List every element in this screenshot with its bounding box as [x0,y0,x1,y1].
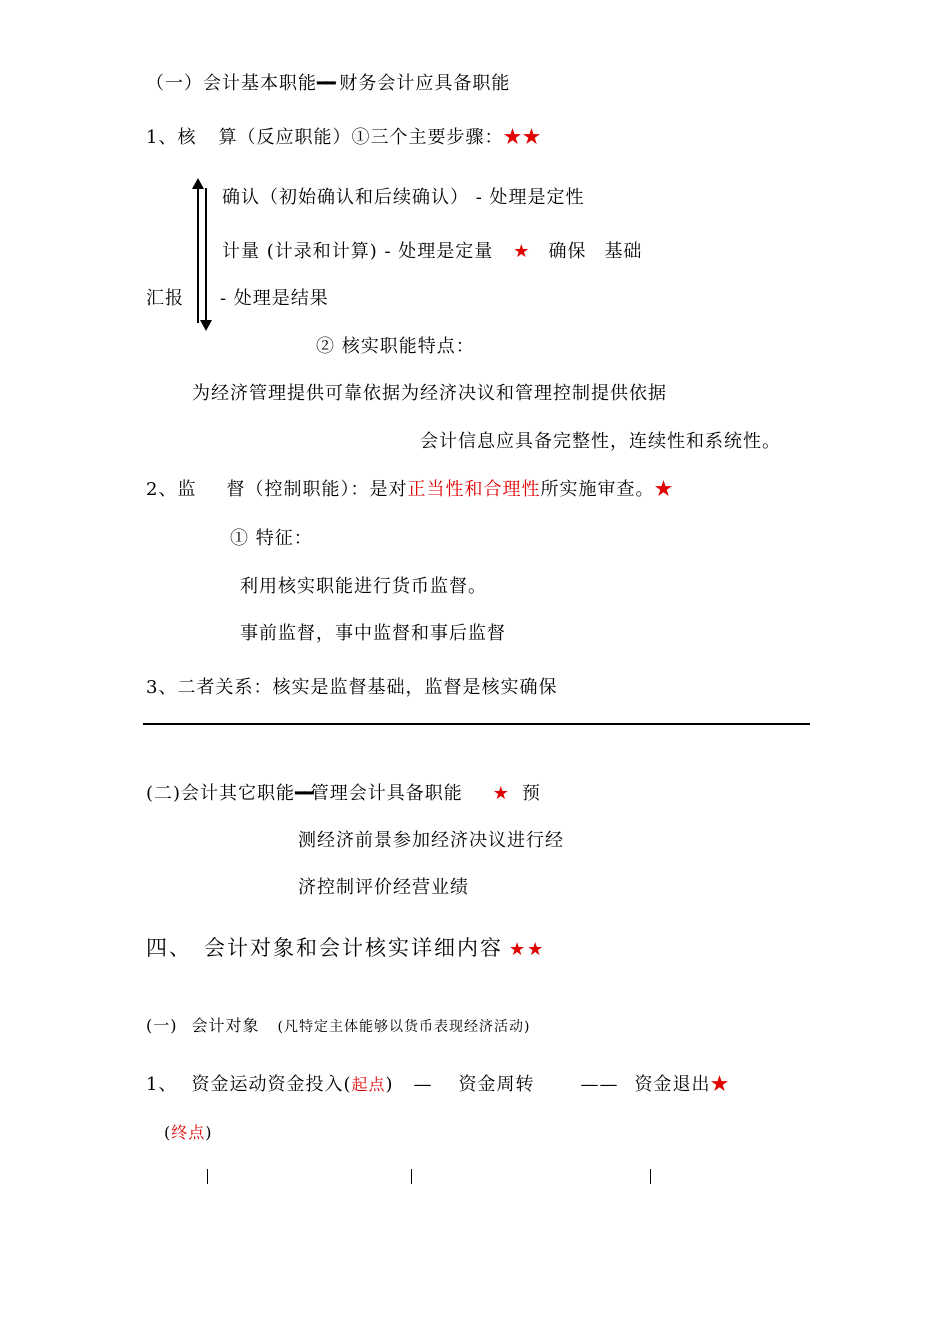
step-report-text: - 处理是结果 [220,288,329,309]
check-features-title: ② 核实职能特点： [316,336,475,357]
section-2-heading [146,782,541,806]
fund-flow-end-open: ( [164,1123,172,1142]
fund-flow-paren: ) [385,1074,394,1095]
item-2-highlight: 正当性和合理性 [407,479,541,500]
accounting-object-title: 会计对象 [191,1016,260,1035]
item-2-char-a: 监 [177,479,197,500]
importance-stars: ★★ [509,939,546,960]
fund-flow-turnover: 资金周转 [458,1074,535,1095]
flow-tick-1 [207,1169,208,1184]
fund-flow-dash-2: —— [580,1074,619,1095]
check-features-line-2: 会计信息应具备完整性，连续性和系统性。 [420,431,781,452]
star-icon: ★ [492,783,510,804]
step-measure-text: 计量 (计录和计算) - 处理是定量 [222,241,494,262]
star-icon: ★ [513,241,531,262]
star-icon: ★ [710,1074,730,1095]
process-arrow-line [197,188,199,323]
step-measure-basis: 基础 [604,241,643,262]
item-2-feature-2: 事前监督，事中监督和事后监督 [240,623,506,644]
section-2-tail: 预 [521,783,541,804]
chapter-4-heading [146,936,545,962]
section-1-dash: ━━ [317,73,333,94]
section-1-heading [146,72,510,96]
chapter-4-number: 四、 [146,936,192,960]
fund-flow-line [146,1073,730,1097]
item-1-char-a: 核 [177,127,197,148]
section-1-title: （一）会计基本职能 [146,73,317,94]
fund-flow-input: 资金运动资金投入( [191,1074,352,1095]
flow-tick-3 [650,1169,651,1184]
fund-flow-end [164,1121,213,1145]
chapter-4-title: 会计对象和会计核实详细内容 [204,936,503,960]
importance-stars: ★★ [503,127,542,148]
accounting-object-note: (凡特定主体能够以货币表现经济活动) [277,1019,531,1035]
item-1-title: 算（反应职能）①三个主要步骤： [218,127,504,148]
fund-flow-end-label: 终点 [171,1123,206,1142]
section-1-subtitle: 财务会计应具备职能 [332,73,511,94]
item-2-feature-1: 利用核实职能进行货币监督。 [240,576,487,597]
item-2-heading [146,478,673,502]
item-1-heading [146,126,541,150]
fund-flow-end-close: ) [205,1123,213,1142]
step-confirm: 确认（初始确认和后续确认） - 处理是定性 [222,187,585,208]
section-2-title: (二)会计其它职能 [146,783,296,804]
fund-flow-exit: 资金退出 [634,1074,711,1095]
item-2-title: 督（控制职能）：是对 [226,479,408,500]
item-2-number: 2、 [146,479,178,500]
section-2-dash: ━━ [295,783,311,804]
fund-flow-number: 1、 [146,1074,178,1095]
check-features-line-1: 为经济管理提供可靠依据为经济决议和管理控制提供依据 [192,383,667,404]
horizontal-divider [143,723,810,725]
flow-tick-2 [411,1169,412,1184]
section-2-line-2: 测经济前景参加经济决议进行经 [298,830,564,851]
step-measure [222,240,642,264]
step-measure-ensure: 确保 [548,241,587,262]
section-2-line-3: 济控制评价经营业绩 [298,877,469,898]
section-2-subtitle: 管理会计具备职能 [310,783,463,804]
fund-flow-start: 起点 [351,1075,386,1094]
process-arrow-line-2 [205,188,207,322]
item-2-feature-title: ① 特征： [230,528,313,549]
accounting-object-heading [146,1014,530,1039]
fund-flow-dash-1: — [413,1074,433,1095]
step-report-label: 汇报 [146,288,184,309]
item-2-tail: 所实施审查。 [540,479,655,500]
accounting-object-label: (一) [146,1016,178,1035]
star-icon: ★ [654,479,674,500]
item-1-number: 1、 [146,127,178,148]
item-3-relation: 3、二者关系：核实是监督基础，监督是核实确保 [146,677,558,698]
